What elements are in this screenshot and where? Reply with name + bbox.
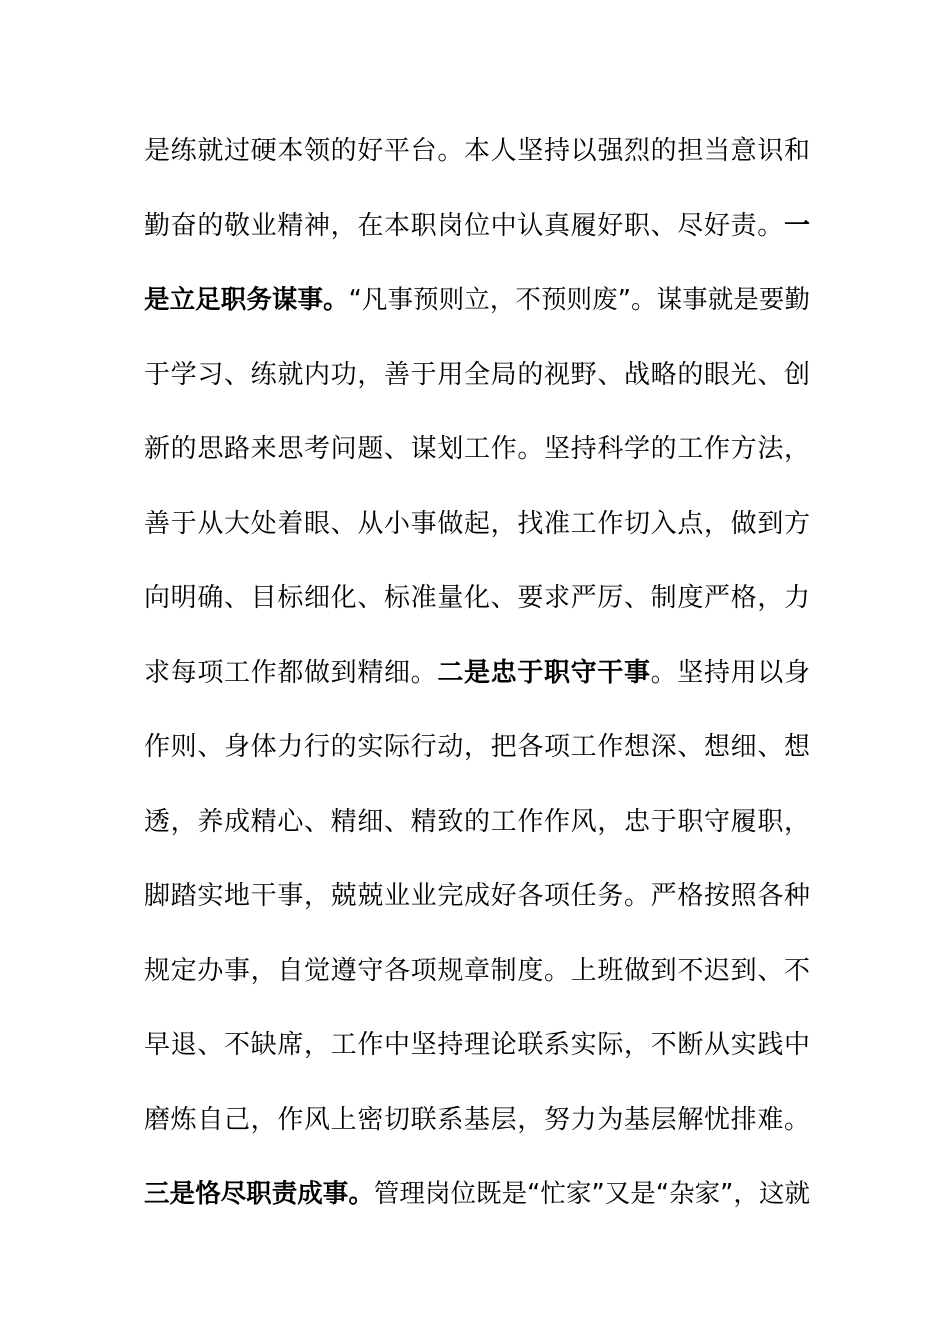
text-run: 向明确、目标细化、标准量化、要求严厉、制度严格，力 [144,583,810,613]
text-line [144,189,810,264]
text-line [144,1008,810,1083]
text-run: 新的思路来思考问题、谋划工作。坚持科学的工作方法， [144,434,810,464]
text-run: 早退、不缺席，工作中坚持理论联系实际，不断从实践中 [144,1030,810,1060]
text-run: 磨炼自己，作风上密切联系基层，努力为基层解忧排难。 [144,1104,810,1135]
text-line [144,710,810,785]
text-line [144,859,810,934]
text-run: 作则、身体力行的实际行动，把各项工作想深、想细、想 [144,732,810,762]
text-run: 。坚持用以身 [650,657,810,688]
text-run: 求每项工作都做到精细。 [144,657,438,688]
text-line [144,338,810,413]
text-run: 规定办事，自觉遵守各项规章制度。上班做到不迟到、不 [144,955,810,986]
bold-text-run: 是立足职务谋事。 [144,285,349,315]
text-run: 是练就过硬本领的好平台。本人坚持以强烈的担当意识和 [144,136,810,166]
text-line [144,785,810,860]
text-line [144,636,810,711]
text-line [144,561,810,636]
bold-text-run: 二是忠于职守干事 [437,657,651,688]
text-run: 于学习、练就内功，善于用全局的视野、战略的眼光、创 [144,359,810,390]
text-line [144,487,810,562]
text-line [144,1157,810,1232]
text-line [144,114,810,189]
text-run: “凡事预则立，不预则废”。谋事就是要勤 [348,285,810,315]
text-line [144,263,810,338]
text-line [144,934,810,1009]
text-run: 透，养成精心、精细、精致的工作作风，忠于职守履职， [144,806,810,837]
bold-text-run: 一 [783,210,810,241]
text-line [144,1083,810,1158]
text-line [144,412,810,487]
text-run: 管理岗位既是“忙家”又是“杂家”，这就 [373,1179,810,1209]
text-run: 勤奋的敬业精神，在本职岗位中认真履好职、尽好责。 [144,210,784,241]
bold-text-run: 三是恪尽职责成事。 [144,1179,374,1209]
body-text [144,114,810,1232]
text-run: 善于从大处着眼、从小事做起，找准工作切入点，做到方 [144,508,810,539]
text-run: 脚踏实地干事，兢兢业业完成好各项任务。严格按照各种 [144,881,810,911]
